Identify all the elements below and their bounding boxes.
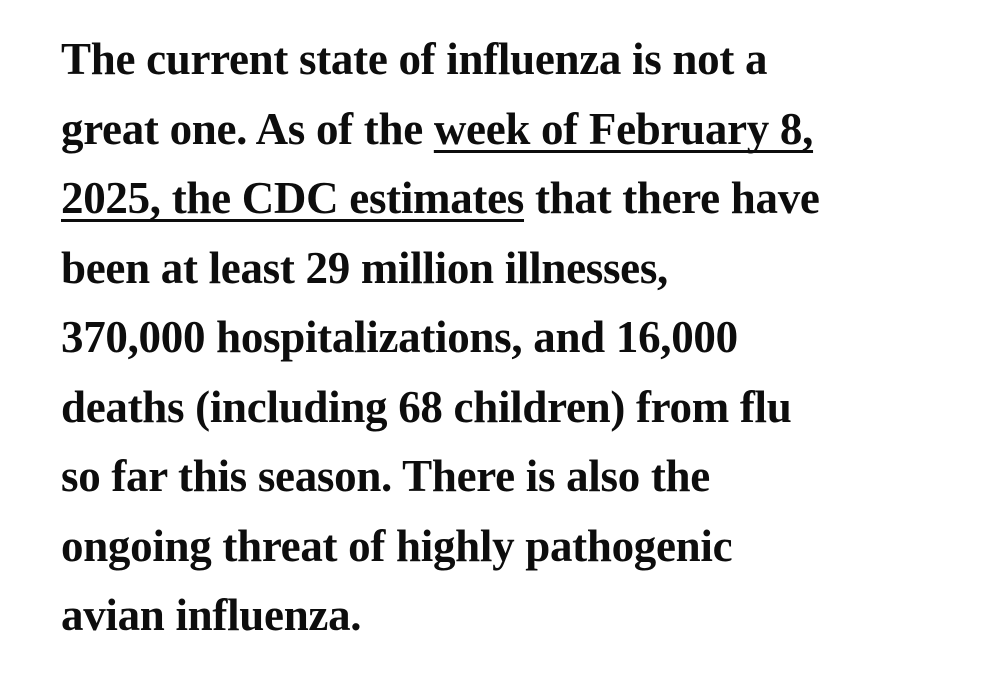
text-line — [61, 373, 970, 443]
text-segment: so far this season. There is also the — [61, 451, 710, 501]
text-segment: avian influenza. — [61, 590, 362, 640]
text-segment: ongoing threat of highly pathogenic — [61, 520, 733, 571]
text-line — [61, 303, 970, 373]
text-line — [61, 164, 970, 234]
cdc-report-link[interactable]: 2025, the CDC estimates — [61, 173, 525, 223]
text-line — [61, 234, 970, 304]
text-segment: The current state of influenza is not a — [61, 34, 768, 84]
cdc-report-link[interactable]: week of February 8, — [433, 103, 814, 154]
text-segment: great one. As of the — [61, 103, 434, 154]
text-line — [61, 95, 970, 165]
text-segment: deaths (including 68 children) from flu — [61, 381, 792, 432]
text-segment: that there have — [524, 173, 820, 223]
text-line — [61, 512, 970, 582]
text-line — [61, 442, 970, 512]
text-line — [61, 25, 970, 95]
article-paragraph — [61, 25, 970, 651]
text-segment: 370,000 hospitalizations, and 16,000 — [61, 312, 738, 362]
text-segment: been at least 29 million illnesses, — [61, 242, 668, 293]
text-line — [61, 581, 970, 651]
